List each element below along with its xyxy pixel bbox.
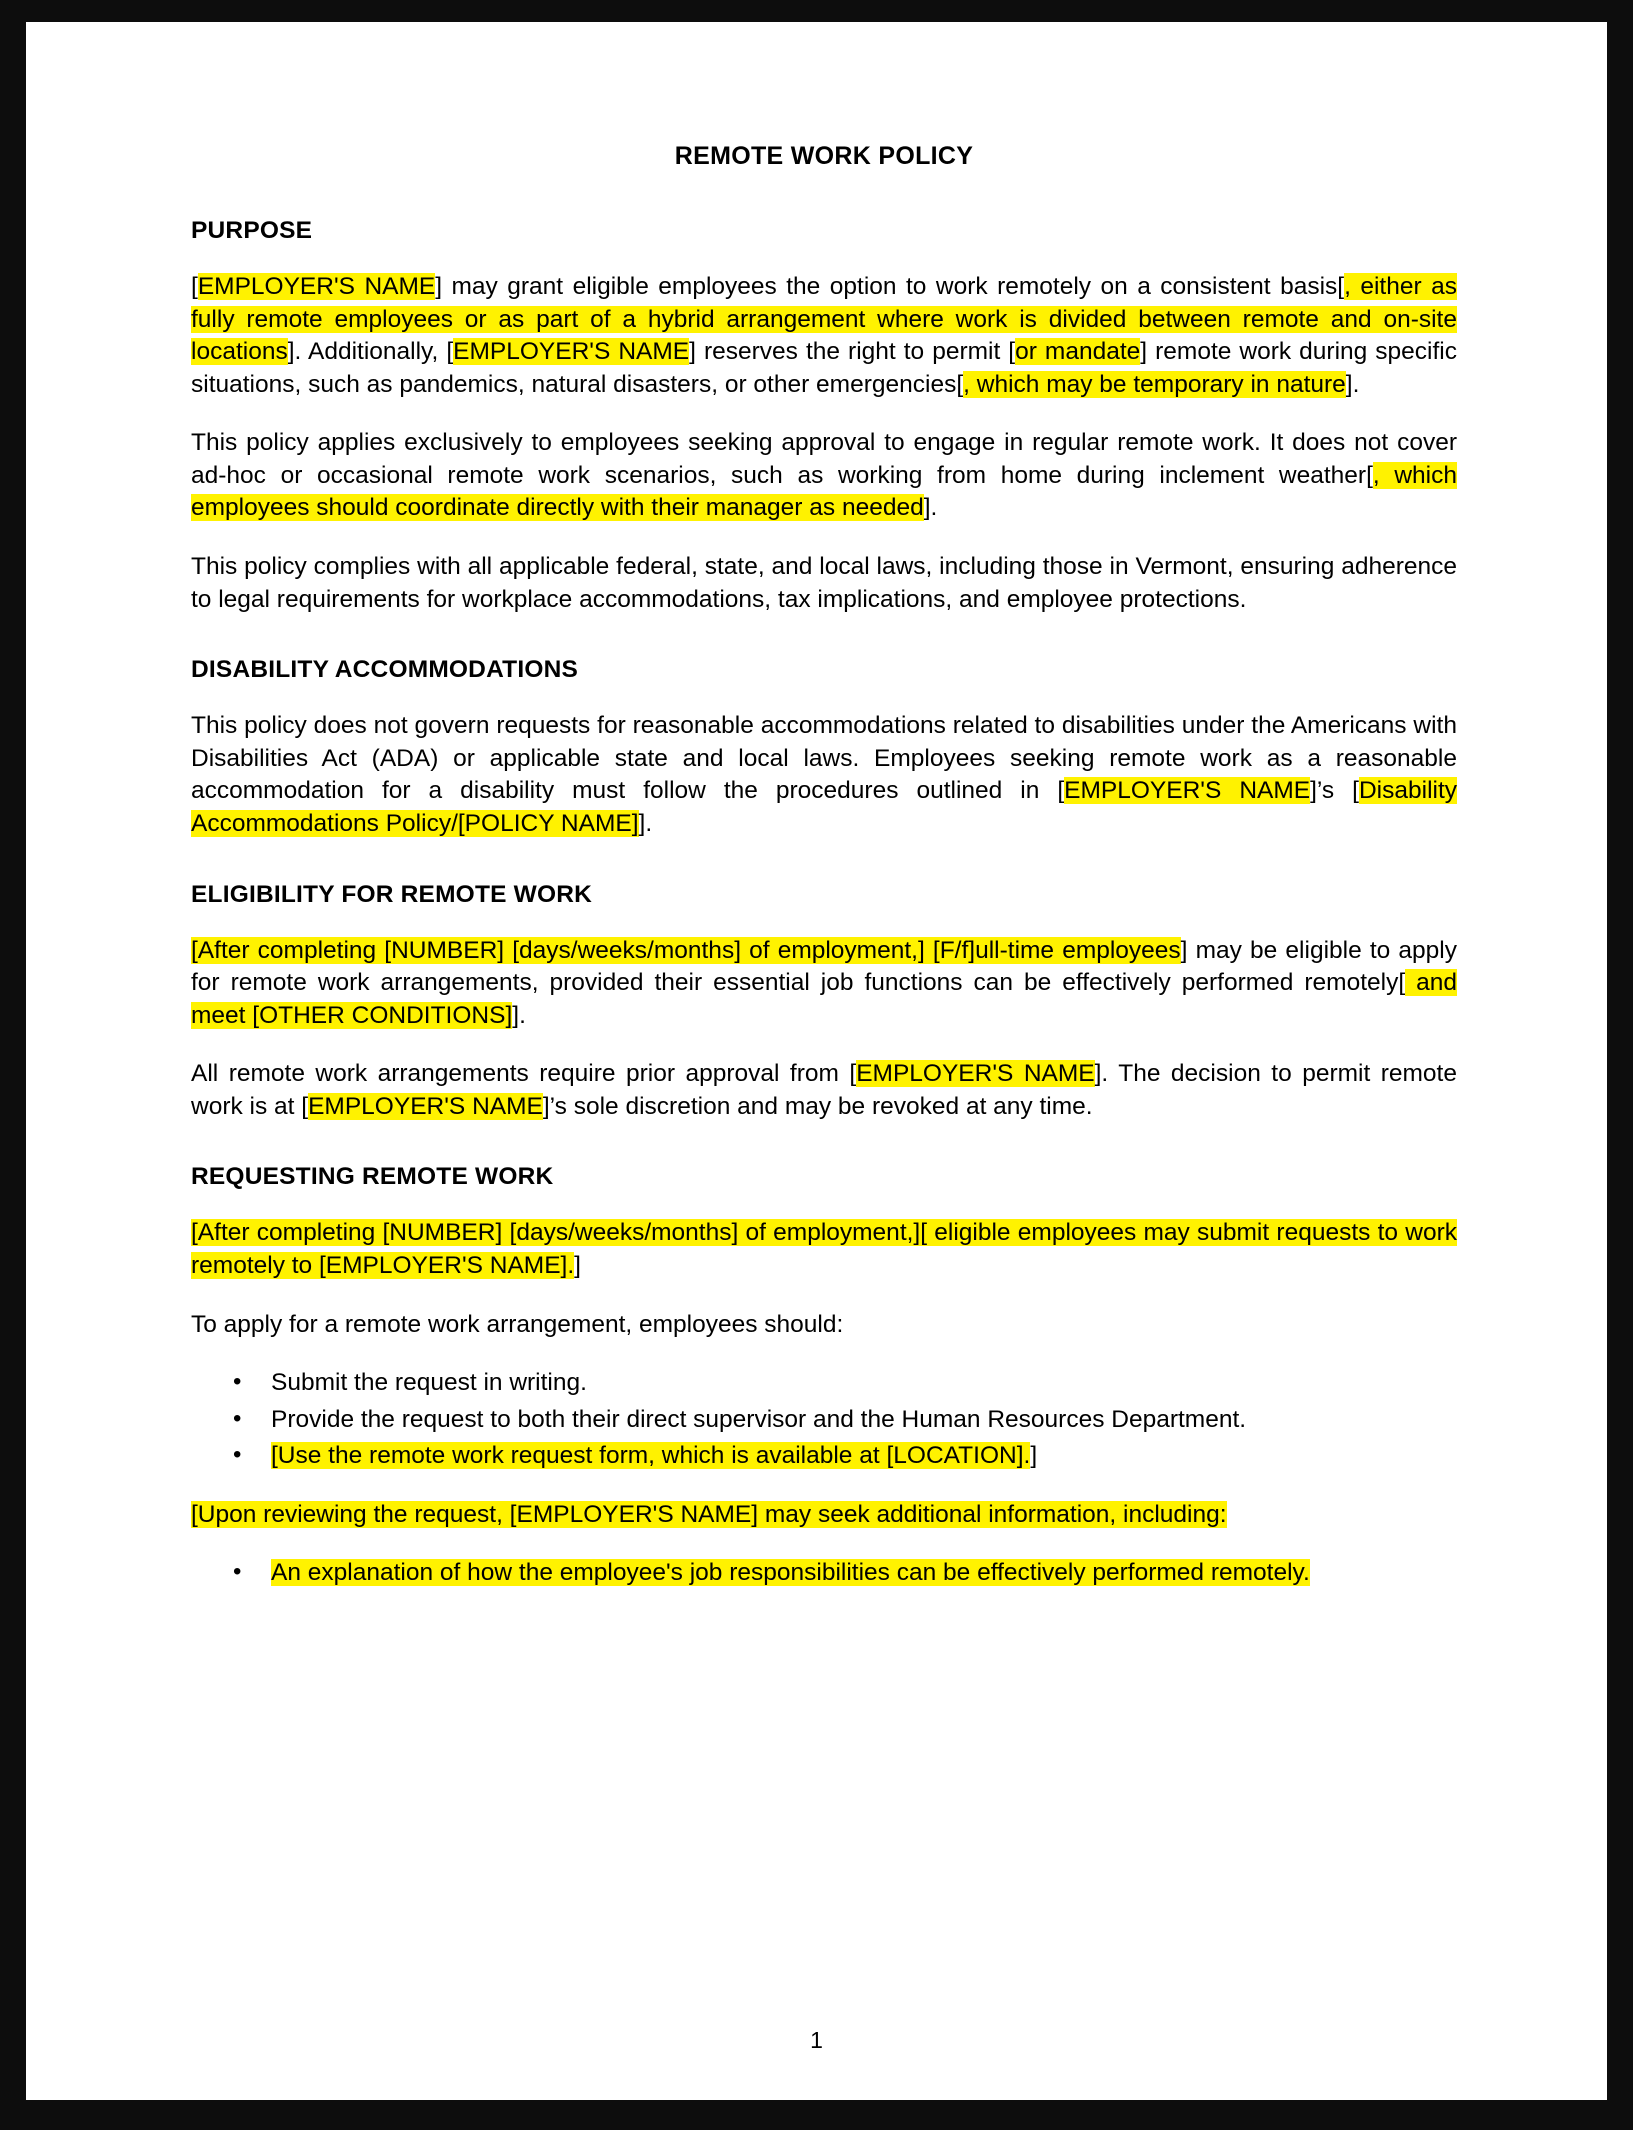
highlighted-text: EMPLOYER'S NAME	[856, 1060, 1095, 1088]
section-disability-accommodations	[191, 656, 1457, 840]
highlighted-text: [Use the remote work request form, which is available at [LOCATION].	[271, 1442, 1031, 1470]
list-item: • Submit the request in writing.	[271, 1367, 1457, 1400]
paragraph: [EMPLOYER'S NAME] may grant eligible employees the option to work remotely on a consistent basis[, either as fully remote employees or as part of a hybrid arrangement where work is divided between remote and on-site locations]. Additionally, [EMPLOYER'S NAME] reserves the right to permit [or mandate] remote work during specific situations, such as pandemics, natural disasters, or other emergencies[, which may be temporary in nature].	[191, 273, 1457, 398]
highlighted-text: , either as fully remote employees or as part of a hybrid arrangement where work is divided between remote and on-site locations	[191, 273, 1457, 366]
bullet-list	[191, 1367, 1457, 1473]
section-heading-eligibility: ELIGIBILITY FOR REMOTE WORK	[191, 880, 593, 908]
section-eligibility-for-remote-work	[191, 881, 1457, 1124]
paragraph: This policy does not govern requests for reasonable accommodations related to disabilities under the Americans with Disabilities Act (ADA) or applicable state and local laws. Employees seeking remote work as a reasonable accommodation for a disability must follow the procedures outlined in [EMPLOYER'S NAME]’s [Disability Accommodations Policy/[POLICY NAME]].	[191, 712, 1458, 837]
paragraph: This policy applies exclusively to employees seeking approval to engage in regular remote work. It does not cover ad-hoc or occasional remote work scenarios, such as working from home during inclement weather[, which employees should coordinate directly with their manager as needed].	[191, 429, 1457, 522]
paragraph: To apply for a remote work arrangement, employees should:	[191, 1310, 844, 1338]
highlighted-text: [Upon reviewing the request, [EMPLOYER'S NAME] may seek additional information, including:	[191, 1500, 1227, 1528]
paragraph: This policy complies with all applicable federal, state, and local laws, including those in Vermont, ensuring adherence to legal requirements for workplace accommodations, tax implications, and employee protections.	[191, 553, 1457, 613]
highlighted-text: EMPLOYER'S NAME	[453, 338, 690, 366]
list-item: • Provide the request to both their direct supervisor and the Human Resources Department.	[271, 1404, 1457, 1437]
paragraph: All remote work arrangements require prior approval from [EMPLOYER'S NAME]. The decision to permit remote work is at [EMPLOYER'S NAME]’s sole discretion and may be revoked at any time.	[191, 1060, 1457, 1120]
list-item	[271, 1557, 1457, 1590]
section-requesting-remote-work	[191, 1163, 1457, 1590]
highlighted-text: and meet [OTHER CONDITIONS]	[191, 969, 1458, 1029]
highlighted-text: , which may be temporary in nature	[963, 370, 1346, 398]
highlighted-text: EMPLOYER'S NAME	[308, 1092, 543, 1120]
highlighted-text: [After completing [NUMBER] [days/weeks/months] of employment,][ eligible employees may submit requests to work remotely to [EMPLOYER'S NAME].	[191, 1219, 1457, 1279]
paragraph	[191, 1499, 1457, 1532]
list-item: • [Use the remote work request form, which is available at [LOCATION].]	[271, 1440, 1457, 1473]
highlighted-text: , which employees should coordinate directly with their manager as needed	[191, 461, 1457, 522]
section-heading-disability-accommodations: DISABILITY ACCOMMODATIONS	[191, 656, 579, 684]
highlighted-text: [After completing [NUMBER] [days/weeks/months] of employment,] [F/f]ull-time employees	[191, 936, 1181, 964]
page-number: 1	[810, 2027, 823, 2053]
document-page	[26, 22, 1607, 2100]
paragraph: [After completing [NUMBER] [days/weeks/months] of employment,][ eligible employees may submit requests to work remotely to [EMPLOYER'S NAME].]	[191, 1219, 1457, 1279]
highlighted-text: or mandate	[1015, 338, 1141, 366]
highlighted-text: Disability Accommodations Policy/[POLICY NAME]	[191, 777, 1458, 837]
document-title: REMOTE WORK POLICY	[674, 142, 974, 170]
paragraph: [After completing [NUMBER] [days/weeks/months] of employment,] [F/f]ull-time employees] may be eligible to apply for remote work arrangements, provided their essential job functions can be effectively performed remotely[ and meet [OTHER CONDITIONS]].	[191, 936, 1458, 1029]
section-purpose	[191, 217, 1457, 616]
highlighted-text: EMPLOYER'S NAME	[1064, 777, 1311, 805]
section-heading-purpose: PURPOSE	[191, 217, 313, 244]
bullet-list	[191, 1557, 1457, 1590]
section-heading-requesting-remote-work: REQUESTING REMOTE WORK	[191, 1163, 554, 1191]
highlighted-text: EMPLOYER'S NAME	[197, 273, 436, 300]
highlighted-text: An explanation of how the employee's job responsibilities can be effectively performed remotely.	[271, 1559, 1310, 1587]
